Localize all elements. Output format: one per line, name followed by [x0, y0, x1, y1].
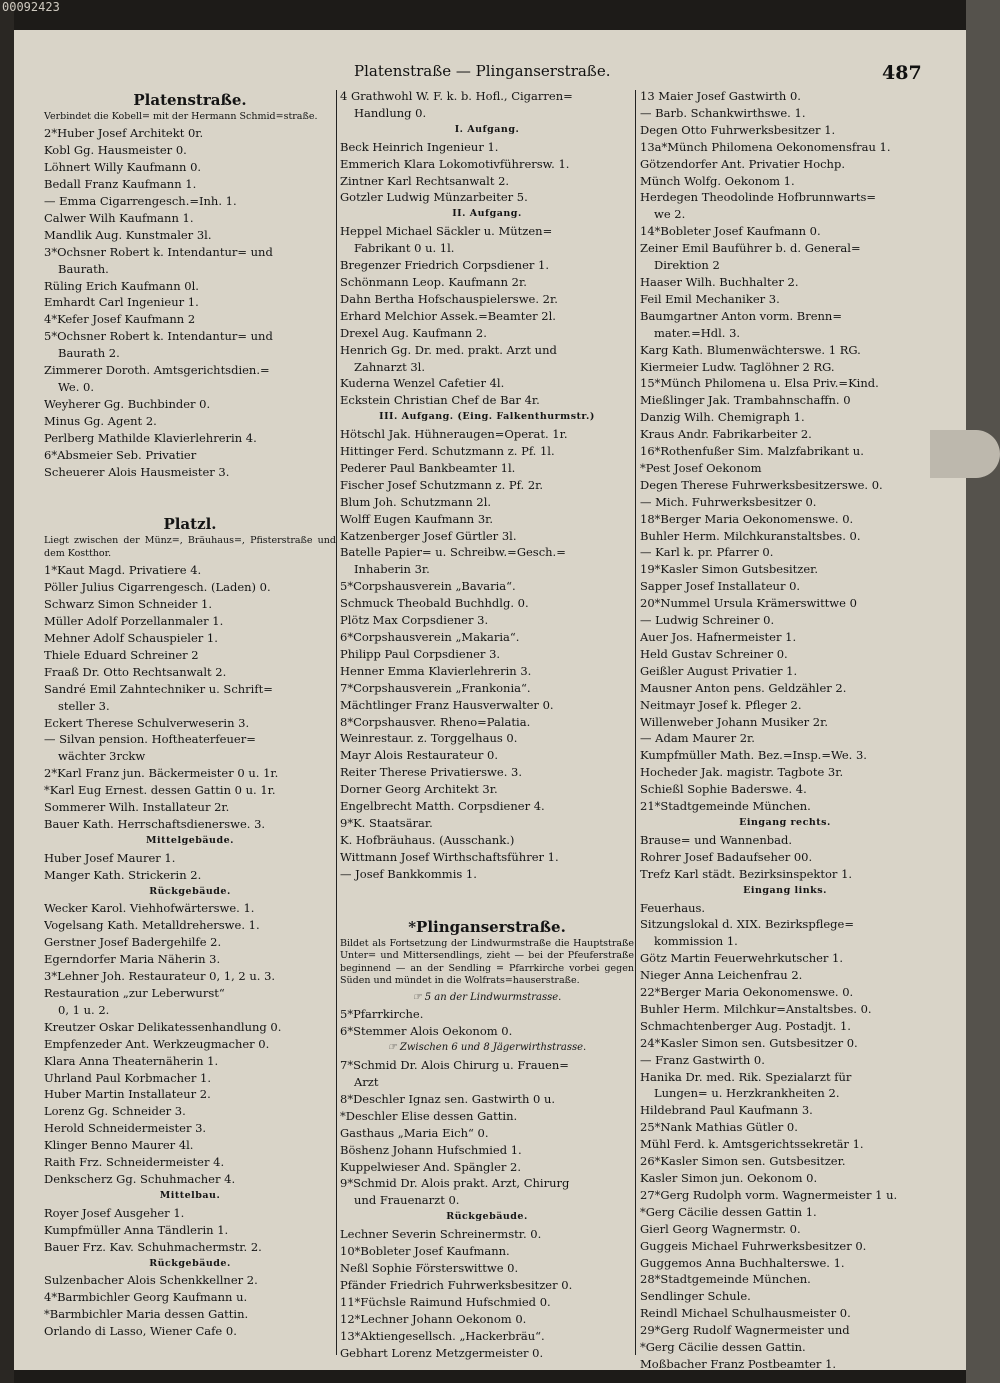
- directory-entry: Sulzenbacher Alois Schenkkellner 2.: [44, 1273, 258, 1288]
- directory-entry: Bauer Kath. Herrschaftsdienerswe. 3.: [44, 816, 266, 831]
- page-tab-marker: [930, 430, 1000, 478]
- directory-entry: Gierl Georg Wagnermstr. 0.: [640, 1221, 801, 1236]
- directory-entry: 4*Barmbichler Georg Kaufmann u.: [44, 1290, 248, 1305]
- directory-entry: Fraaß Dr. Otto Rechtsanwalt 2.: [44, 664, 227, 679]
- directory-entry: Perlberg Mathilde Klavierlehrerin 4.: [44, 430, 257, 445]
- street-description: Liegt zwischen der Münz=, Bräuhaus=, Pfisterstraße und dem Kostthor.: [44, 535, 336, 559]
- directory-entry: Haaser Wilh. Buchhalter 2.: [640, 274, 799, 289]
- directory-entry: Gebhart Lorenz Metzgermeister 0.: [340, 1345, 544, 1360]
- directory-entry: 13*Aktiengesellsch. „Hackerbräu“.: [340, 1328, 545, 1343]
- directory-entry: 1*Kaut Magd. Privatiere 4.: [44, 563, 202, 578]
- directory-entry: Plötz Max Corpsdiener 3.: [340, 613, 489, 628]
- directory-entry: Manger Kath. Strickerin 2.: [44, 867, 202, 882]
- directory-entry: Mausner Anton pens. Geldzähler 2.: [640, 680, 847, 695]
- page-edge-right: [966, 0, 1000, 1383]
- directory-entry: Klinger Benno Maurer 4l.: [44, 1138, 194, 1153]
- directory-entry: Auer Jos. Hafnermeister 1.: [640, 630, 797, 644]
- directory-entry: Weyherer Gg. Buchbinder 0.: [44, 396, 211, 411]
- directory-entry: Engelbrecht Matth. Corpsdiener 4.: [340, 799, 545, 814]
- directory-entry: Danzig Wilh. Chemigraph 1.: [640, 410, 805, 425]
- directory-entry: 4 Grathwohl W. F. k. b. Hofl., Cigarren=: [340, 89, 573, 103]
- entry-continuation: Zahnarzt 3l.: [354, 359, 425, 374]
- directory-entry: — Karl k. pr. Pfarrer 0.: [640, 545, 774, 560]
- directory-entry: Heppel Michael Säckler u. Mützen=: [340, 224, 553, 239]
- directory-entry: Mandlik Aug. Kunstmaler 3l.: [44, 227, 212, 242]
- directory-entry: Huber Martin Installateur 2.: [44, 1087, 211, 1102]
- directory-entry: Henner Emma Klavierlehrerin 3.: [340, 663, 532, 678]
- directory-entry: Baumgartner Anton vorm. Brenn=: [640, 308, 842, 323]
- directory-entry: Royer Josef Ausgeher 1.: [44, 1205, 185, 1220]
- spacer: [44, 480, 336, 512]
- directory-entry: 22*Berger Maria Oekonomenswe. 0.: [640, 985, 854, 1000]
- directory-entry: — Franz Gastwirth 0.: [640, 1052, 765, 1067]
- binding-edge: [0, 0, 14, 1383]
- directory-entry: Reiter Therese Privatierswe. 3.: [340, 765, 522, 780]
- directory-entry: Kobl Gg. Hausmeister 0.: [44, 143, 187, 158]
- entry-continuation: und Frauenarzt 0.: [354, 1193, 460, 1208]
- directory-entry: Bauer Frz. Kav. Schuhmachermstr. 2.: [44, 1239, 262, 1254]
- directory-entry: Kumpfmüller Math. Bez.=Insp.=We. 3.: [640, 748, 867, 763]
- directory-entry: *Gerg Cäcilie dessen Gattin.: [640, 1340, 806, 1355]
- directory-entry: Pfänder Friedrich Fuhrwerksbesitzer 0.: [340, 1277, 573, 1292]
- directory-entry: — Emma Cigarrengesch.=Inh. 1.: [44, 194, 237, 209]
- directory-entry: Eckert Therese Schulverweserin 3.: [44, 715, 250, 730]
- directory-entry: Müller Adolf Porzellanmaler 1.: [44, 614, 224, 629]
- directory-entry: *Karl Eug Ernest. dessen Gattin 0 u. 1r.: [44, 783, 276, 798]
- directory-entry: Zeiner Emil Bauführer b. d. General=: [640, 241, 861, 256]
- directory-entry: Wecker Karol. Viehhofwärterswe. 1.: [44, 901, 255, 916]
- directory-entry: 14*Bobleter Josef Kaufmann 0.: [640, 224, 821, 239]
- directory-entry: Minus Gg. Agent 2.: [44, 413, 157, 428]
- directory-entry: Neitmayr Josef k. Pfleger 2.: [640, 697, 802, 712]
- directory-entry: Batelle Papier= u. Schreibw.=Gesch.=: [340, 545, 566, 560]
- directory-entry: 6*Absmeier Seb. Privatier: [44, 447, 197, 462]
- directory-entry: Fischer Josef Schutzmann z. Pf. 2r.: [340, 477, 544, 492]
- directory-entry: Katzenberger Josef Gürtler 3l.: [340, 528, 517, 543]
- directory-entry: Sommerer Wilh. Installateur 2r.: [44, 800, 230, 815]
- directory-entry: Willenweber Johann Musiker 2r.: [640, 714, 828, 729]
- directory-entry: Böshenz Johann Hufschmied 1.: [340, 1142, 522, 1157]
- directory-entry: 2*Huber Josef Architekt 0r.: [44, 126, 204, 141]
- directory-entry: 7*Schmid Dr. Alois Chirurg u. Frauen=: [340, 1058, 569, 1073]
- directory-entry: Mießlinger Jak. Trambahnschaffn. 0: [640, 393, 851, 408]
- directory-entry: 20*Nummel Ursula Krämerswittwe 0: [640, 596, 857, 611]
- directory-entry: Schießl Sophie Baderswe. 4.: [640, 782, 807, 797]
- directory-entry: *Deschler Elise dessen Gattin.: [340, 1108, 518, 1123]
- directory-entry: Sendlinger Schule.: [640, 1289, 751, 1304]
- section-label: Rückgebäude.: [446, 1211, 528, 1223]
- directory-entry: Huber Josef Maurer 1.: [44, 850, 176, 865]
- directory-entry: *Gerg Cäcilie dessen Gattin 1.: [640, 1204, 817, 1219]
- directory-entry: Eckstein Christian Chef de Bar 4r.: [340, 393, 540, 408]
- section-label: Rückgebäude.: [149, 1257, 231, 1269]
- column-right: [640, 88, 930, 1370]
- directory-entry: Schmachtenberger Aug. Postadjt. 1.: [640, 1018, 851, 1033]
- directory-entry: Emmerich Klara Lokomotivführersw. 1.: [340, 156, 570, 171]
- directory-entry: Kumpfmüller Anna Tändlerin 1.: [44, 1222, 229, 1237]
- directory-entry: Feil Emil Mechaniker 3.: [640, 291, 780, 306]
- directory-entry: 5*Corpshausverein „Bavaria“.: [340, 579, 516, 594]
- directory-entry: Kasler Simon jun. Oekonom 0.: [640, 1171, 818, 1185]
- directory-entry: Rohrer Josef Badaufseher 00.: [640, 849, 813, 864]
- directory-entry: Götz Martin Feuerwehrkutscher 1.: [640, 951, 844, 966]
- directory-entry: 28*Stadtgemeinde München.: [640, 1272, 811, 1287]
- directory-entry: 10*Bobleter Josef Kaufmann.: [340, 1244, 510, 1259]
- section-label: Rückgebäude.: [149, 885, 231, 897]
- directory-entry: Calwer Wilh Kaufmann 1.: [44, 210, 194, 225]
- directory-entry: 4*Kefer Josef Kaufmann 2: [44, 312, 196, 327]
- directory-entry: 18*Berger Maria Oekonomenswe. 0.: [640, 511, 854, 526]
- spacer: [340, 883, 634, 915]
- entry-continuation: wächter 3rckw: [58, 749, 146, 764]
- directory-entry: 11*Füchsle Raimund Hufschmied 0.: [340, 1294, 551, 1309]
- entry-continuation: Inhaberin 3r.: [354, 562, 430, 577]
- directory-entry: Götzendorfer Ant. Privatier Hochp.: [640, 156, 845, 171]
- directory-entry: — Barb. Schankwirthswe. 1.: [640, 105, 806, 120]
- directory-entry: Buhler Herm. Milchkuranstaltsbes. 0.: [640, 528, 861, 543]
- street-description: Bildet als Fortsetzung der Lindwurmstraße die Hauptstraße Unter= und Mittersendlings, zieht — bei der Pfeuferstraße beginnend — an der Sendling = Pfarrkirche vorbei gegen Süden und mündet in die Wolfrats=hauserstraße.: [340, 937, 634, 986]
- directory-entry: 25*Nank Mathias Gütler 0.: [640, 1120, 798, 1135]
- directory-entry: Gotzler Ludwig Münzarbeiter 5.: [340, 190, 528, 205]
- column-divider: [336, 90, 337, 1355]
- directory-entry: Wittmann Josef Wirthschaftsführer 1.: [340, 849, 559, 864]
- entry-continuation: Handlung 0.: [354, 105, 427, 120]
- directory-entry: Emhardt Carl Ingenieur 1.: [44, 295, 199, 310]
- directory-entry: Trefz Karl städt. Bezirksinspektor 1.: [640, 866, 853, 881]
- directory-entry: Henrich Gg. Dr. med. prakt. Arzt und: [340, 342, 557, 357]
- column-divider: [635, 90, 636, 1355]
- directory-entry: Erhard Melchior Assek.=Beamter 2l.: [340, 308, 556, 323]
- entry-continuation: we 2.: [654, 207, 686, 222]
- directory-entry: Schmuck Theobald Buchhdlg. 0.: [340, 596, 529, 611]
- directory-entry: Uhrland Paul Korbmacher 1.: [44, 1070, 211, 1085]
- entry-continuation: kommission 1.: [654, 934, 738, 949]
- directory-entry: Weinrestaur. z. Torggelhaus 0.: [340, 731, 518, 746]
- directory-entry: Geißler August Privatier 1.: [640, 663, 798, 678]
- directory-entry: Brause= und Wannenbad.: [640, 832, 792, 847]
- directory-entry: Raith Frz. Schneidermeister 4.: [44, 1155, 225, 1170]
- directory-entry: *Barmbichler Maria dessen Gattin.: [44, 1307, 249, 1322]
- directory-entry: Schwarz Simon Schneider 1.: [44, 597, 212, 612]
- directory-entry: 15*Münch Philomena u. Elsa Priv.=Kind.: [640, 376, 879, 391]
- directory-entry: Buhler Herm. Milchkur=Anstaltsbes. 0.: [640, 1001, 872, 1016]
- directory-entry: Moßbacher Franz Postbeamter 1.: [640, 1356, 837, 1370]
- directory-entry: Hötschl Jak. Hühneraugen=Operat. 1r.: [340, 427, 568, 442]
- directory-entry: Degen Therese Fuhrwerksbesitzerswe. 0.: [640, 477, 883, 492]
- directory-entry: Löhnert Willy Kaufmann 0.: [44, 160, 202, 175]
- directory-entry: Mühl Ferd. k. Amtsgerichtssekretär 1.: [640, 1137, 864, 1152]
- entry-continuation: Fabrikant 0 u. 1l.: [354, 241, 455, 256]
- directory-entry: Blum Joh. Schutzmann 2l.: [340, 494, 492, 509]
- column-middle: [340, 88, 634, 1361]
- directory-entry: Wolff Eugen Kaufmann 3r.: [340, 511, 494, 526]
- directory-entry: Mayr Alois Restaurateur 0.: [340, 748, 498, 763]
- directory-entry: Restauration „zur Leberwurst“: [44, 986, 225, 1000]
- directory-entry: Lechner Severin Schreinermstr. 0.: [340, 1227, 542, 1242]
- section-label: Eingang links.: [743, 884, 827, 896]
- entry-continuation: 0, 1 u. 2.: [58, 1002, 110, 1017]
- directory-entry: Zimmerer Doroth. Amtsgerichtsdien.=: [44, 363, 270, 378]
- section-label: Eingang rechts.: [739, 816, 831, 828]
- directory-entry: Bregenzer Friedrich Corpsdiener 1.: [340, 258, 550, 273]
- directory-entry: Pöller Julius Cigarrengesch. (Laden) 0.: [44, 580, 271, 595]
- directory-entry: Kuppelwieser And. Spängler 2.: [340, 1159, 521, 1174]
- directory-entry: Hildebrand Paul Kaufmann 3.: [640, 1103, 813, 1118]
- directory-entry: Scheuerer Alois Hausmeister 3.: [44, 464, 230, 479]
- entry-continuation: mater.=Hdl. 3.: [654, 325, 741, 340]
- directory-entry: 13 Maier Josef Gastwirth 0.: [640, 89, 801, 103]
- directory-entry: 6*Stemmer Alois Oekonom 0.: [340, 1024, 513, 1039]
- directory-entry: Kuderna Wenzel Cafetier 4l.: [340, 376, 505, 391]
- directory-entry: Guggemos Anna Buchhalterswe. 1.: [640, 1255, 845, 1270]
- directory-entry: Degen Otto Fuhrwerksbesitzer 1.: [640, 122, 836, 137]
- directory-entry: 29*Gerg Rudolf Wagnermeister und: [640, 1323, 850, 1338]
- directory-entry: Hocheder Jak. magistr. Tagbote 3r.: [640, 765, 844, 780]
- entry-continuation: Direktion 2: [654, 258, 720, 273]
- entry-continuation: Baurath 2.: [58, 346, 120, 361]
- directory-entry: Dahn Bertha Hofschauspielerswe. 2r.: [340, 291, 558, 306]
- directory-page: [14, 30, 966, 1370]
- street-heading: *Plinganserstraße.: [408, 917, 566, 936]
- directory-entry: 24*Kasler Simon sen. Gutsbesitzer 0.: [640, 1035, 858, 1050]
- directory-entry: — Mich. Fuhrwerksbesitzer 0.: [640, 494, 817, 509]
- directory-entry: 27*Gerg Rudolph vorm. Wagnermeister 1 u.: [640, 1187, 898, 1202]
- directory-entry: Guggeis Michael Fuhrwerksbesitzer 0.: [640, 1238, 867, 1253]
- directory-entry: Held Gustav Schreiner 0.: [640, 646, 788, 661]
- directory-entry: Hanika Dr. med. Rik. Spezialarzt für: [640, 1069, 852, 1084]
- directory-entry: 16*Rothenfußer Sim. Malzfabrikant u.: [640, 444, 864, 459]
- entry-continuation: Lungen= u. Herzkrankheiten 2.: [654, 1086, 840, 1101]
- directory-entry: Kreutzer Oskar Delikatessenhandlung 0.: [44, 1019, 282, 1034]
- directory-entry: 21*Stadtgemeinde München.: [640, 799, 811, 814]
- directory-entry: 9*Schmid Dr. Alois prakt. Arzt, Chirurg: [340, 1176, 570, 1191]
- directory-entry: Beck Heinrich Ingenieur 1.: [340, 139, 499, 154]
- directory-entry: Reindl Michael Schulhausmeister 0.: [640, 1306, 851, 1321]
- page-number: 487: [882, 62, 922, 84]
- directory-entry: Neßl Sophie Försterswittwe 0.: [340, 1261, 519, 1275]
- directory-entry: Herold Schneidermeister 3.: [44, 1121, 207, 1136]
- directory-entry: 6*Corpshausverein „Makaria“.: [340, 630, 520, 644]
- directory-entry: 19*Kasler Simon Gutsbesitzer.: [640, 562, 819, 577]
- directory-entry: 5*Ochsner Robert k. Intendantur= und: [44, 329, 273, 344]
- directory-entry: *Pest Josef Oekonom: [640, 460, 762, 475]
- directory-entry: Gerstner Josef Badergehilfe 2.: [44, 935, 222, 950]
- directory-entry: Denkscherz Gg. Schuhmacher 4.: [44, 1171, 236, 1186]
- directory-entry: 13a*Münch Philomena Oekonomensfrau 1.: [640, 139, 891, 154]
- directory-entry: Philipp Paul Corpsdiener 3.: [340, 646, 501, 661]
- directory-entry: Kiermeier Ludw. Taglöhner 2 RG.: [640, 359, 835, 374]
- directory-entry: Gasthaus „Maria Eich“ 0.: [340, 1125, 489, 1140]
- directory-entry: Feuerhaus.: [640, 900, 706, 915]
- directory-entry: Sitzungslokal d. XIX. Bezirkspflege=: [640, 917, 854, 932]
- directory-entry: — Josef Bankkommis 1.: [340, 866, 477, 881]
- directory-entry: Klara Anna Theaternäherin 1.: [44, 1053, 219, 1068]
- directory-entry: Empfenzeder Ant. Werkzeugmacher 0.: [44, 1036, 270, 1051]
- column-left: [44, 88, 336, 1340]
- directory-entry: Karg Kath. Blumenwächterswe. 1 RG.: [640, 342, 861, 357]
- directory-entry: 7*Corpshausverein „Frankonia“.: [340, 680, 531, 695]
- entry-continuation: steller 3.: [58, 698, 110, 713]
- directory-entry: 9*K. Staatsärar.: [340, 815, 433, 830]
- directory-entry: Thiele Eduard Schreiner 2: [44, 647, 199, 662]
- directory-entry: Drexel Aug. Kaufmann 2.: [340, 325, 487, 340]
- directory-entry: Lorenz Gg. Schneider 3.: [44, 1104, 186, 1119]
- directory-entry: Schönmann Leop. Kaufmann 2r.: [340, 274, 527, 289]
- directory-entry: Mehner Adolf Schauspieler 1.: [44, 630, 218, 645]
- directory-entry: 12*Lechner Johann Oekonom 0.: [340, 1311, 527, 1326]
- scan-id: 00092423: [2, 0, 60, 14]
- directory-entry: 8*Corpshausver. Rheno=Palatia.: [340, 714, 531, 729]
- directory-entry: 5*Pfarrkirche.: [340, 1007, 424, 1022]
- directory-entry: Orlando di Lasso, Wiener Cafe 0.: [44, 1324, 237, 1339]
- street-heading: Platenstraße.: [133, 91, 247, 109]
- directory-entry: Egerndorfer Maria Näherin 3.: [44, 952, 221, 967]
- directory-entry: — Adam Maurer 2r.: [640, 731, 755, 746]
- section-label: Mittelbau.: [159, 1189, 221, 1201]
- directory-entry: Nieger Anna Leichenfrau 2.: [640, 968, 803, 983]
- directory-entry: 26*Kasler Simon sen. Gutsbesitzer.: [640, 1154, 846, 1169]
- section-label: I. Aufgang.: [454, 123, 520, 135]
- directory-entry: 3*Ochsner Robert k. Intendantur= und: [44, 244, 273, 259]
- street-heading: Platzl.: [163, 515, 217, 534]
- entry-continuation: Arzt: [354, 1075, 379, 1090]
- running-header: Platenstraße — Plinganserstraße.: [354, 62, 611, 80]
- directory-entry: Mächtlinger Franz Hausverwalter 0.: [340, 697, 554, 712]
- directory-entry: Bedall Franz Kaufmann 1.: [44, 177, 197, 192]
- directory-entry: Pederer Paul Bankbeamter 1l.: [340, 460, 516, 475]
- directory-entry: Kraus Andr. Fabrikarbeiter 2.: [640, 427, 812, 442]
- directory-entry: Hittinger Ferd. Schutzmann z. Pf. 1l.: [340, 444, 555, 459]
- directory-entry: — Silvan pension. Hoftheaterfeuer=: [44, 732, 256, 747]
- section-label: II. Aufgang.: [452, 208, 522, 220]
- directory-entry: K. Hofbräuhaus. (Ausschank.): [340, 832, 515, 847]
- cross-street-note: ☞ Zwischen 6 und 8 Jägerwirthstrasse.: [387, 1042, 587, 1054]
- directory-entry: Dorner Georg Architekt 3r.: [340, 782, 498, 797]
- directory-entry: Sandré Emil Zahntechniker u. Schrift=: [44, 681, 273, 696]
- directory-entry: 8*Deschler Ignaz sen. Gastwirth 0 u.: [340, 1091, 556, 1106]
- cross-street-note: ☞ 5 an der Lindwurmstrasse.: [412, 991, 562, 1003]
- directory-entry: — Ludwig Schreiner 0.: [640, 613, 775, 628]
- directory-entry: Herdegen Theodolinde Hofbrunnwarts=: [640, 190, 877, 205]
- section-label: Mittelgebäude.: [146, 834, 234, 846]
- street-description: Verbindet die Kobell= mit der Hermann Schmid=straße.: [44, 110, 318, 122]
- entry-continuation: We. 0.: [58, 380, 94, 394]
- directory-entry: Sapper Josef Installateur 0.: [640, 579, 801, 594]
- directory-entry: 2*Karl Franz jun. Bäckermeister 0 u. 1r.: [44, 766, 279, 781]
- entry-continuation: Baurath.: [58, 261, 109, 276]
- directory-entry: Vogelsang Kath. Metalldreherswe. 1.: [44, 918, 260, 933]
- directory-entry: Rüling Erich Kaufmann 0l.: [44, 278, 199, 293]
- section-label: III. Aufgang. (Eing. Falkenthurmstr.): [379, 411, 595, 423]
- directory-entry: Münch Wolfg. Oekonom 1.: [640, 173, 795, 188]
- directory-entry: Zintner Karl Rechtsanwalt 2.: [340, 173, 510, 188]
- directory-entry: 3*Lehner Joh. Restaurateur 0, 1, 2 u. 3.: [44, 969, 276, 984]
